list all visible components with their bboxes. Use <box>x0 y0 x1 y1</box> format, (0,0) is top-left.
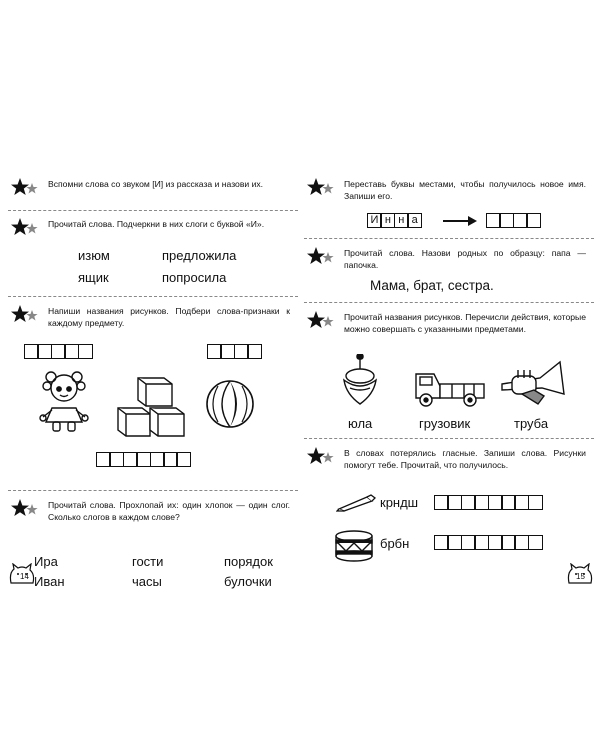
answer-boxes[interactable] <box>486 213 540 228</box>
stars-icon <box>306 177 336 199</box>
task-text: Переставь буквы местами, чтобы получилось новое имя. Запиши его. <box>344 179 586 201</box>
separator <box>8 296 298 297</box>
arrow-right-icon <box>442 215 478 227</box>
item-label: грузовик <box>419 416 471 431</box>
answer-boxes[interactable] <box>96 452 190 467</box>
letter: И <box>367 213 382 228</box>
stars-icon <box>10 498 40 520</box>
item-label: труба <box>514 416 549 431</box>
letter-boxes <box>367 213 421 228</box>
stars-icon <box>306 246 336 268</box>
separator <box>304 438 594 439</box>
words-line: Мама, брат, сестра. <box>370 278 494 293</box>
separator <box>8 490 298 491</box>
word: гости <box>132 554 164 569</box>
word: попросила <box>162 270 227 285</box>
answer-boxes[interactable] <box>434 495 541 510</box>
ball-icon <box>204 378 256 430</box>
word: Иван <box>34 574 65 589</box>
stars-icon <box>306 310 336 332</box>
task-text: Вспомни слова со звуком [И] из рассказа и назови их. <box>48 179 264 189</box>
task-text: В словах потерялись гласные. Запиши слова. Рисунки помогут тебе. Прочитай, что получилось. <box>344 448 586 470</box>
right-page <box>304 160 594 590</box>
task-text: Прочитай слова. Прохлопай их: один хлопок — один слог. Сколько слогов в каждом слове? <box>48 500 290 522</box>
doll-icon <box>38 368 90 436</box>
vowelless-word: брбн <box>380 536 410 551</box>
stars-icon <box>306 446 336 468</box>
vowelless-word: крндш <box>380 495 419 510</box>
page-number: 15 <box>576 572 585 581</box>
pencil-icon <box>336 494 376 512</box>
truck-icon <box>412 366 488 408</box>
cubes-icon <box>114 374 194 438</box>
word: ящик <box>78 270 109 285</box>
word: предложила <box>162 248 237 263</box>
word: часы <box>132 574 162 589</box>
task-text: Напиши названия рисунков. Подбери слова-признаки к каждому предмету. <box>48 306 290 328</box>
answer-boxes[interactable] <box>207 344 261 359</box>
stars-icon <box>10 217 40 239</box>
word: порядок <box>224 554 273 569</box>
letter: а <box>407 213 422 228</box>
separator <box>304 302 594 303</box>
task-text: Прочитай слова. Назови родных по образцу: папа — папочка. <box>344 248 586 270</box>
answer-boxes[interactable] <box>434 535 541 550</box>
item-label: юла <box>348 416 373 431</box>
left-page <box>8 160 298 590</box>
answer-boxes[interactable] <box>24 344 91 359</box>
separator <box>8 210 298 211</box>
spinning-top-icon <box>340 354 380 408</box>
word: булочки <box>224 574 272 589</box>
task-text: Прочитай слова. Подчеркни в них слоги с буквой «И». <box>48 219 265 229</box>
trumpet-icon <box>498 358 568 408</box>
separator <box>304 238 594 239</box>
task-text: Прочитай названия рисунков. Перечисли действия, которые можно совершать с указанными предметами. <box>344 312 586 334</box>
letter: н <box>394 213 409 228</box>
drum-icon <box>332 528 376 562</box>
word: Ира <box>34 554 58 569</box>
word: изюм <box>78 248 110 263</box>
page-number: 14 <box>20 572 29 581</box>
stars-icon <box>10 304 40 326</box>
stars-icon <box>10 177 40 199</box>
letter: н <box>380 213 395 228</box>
